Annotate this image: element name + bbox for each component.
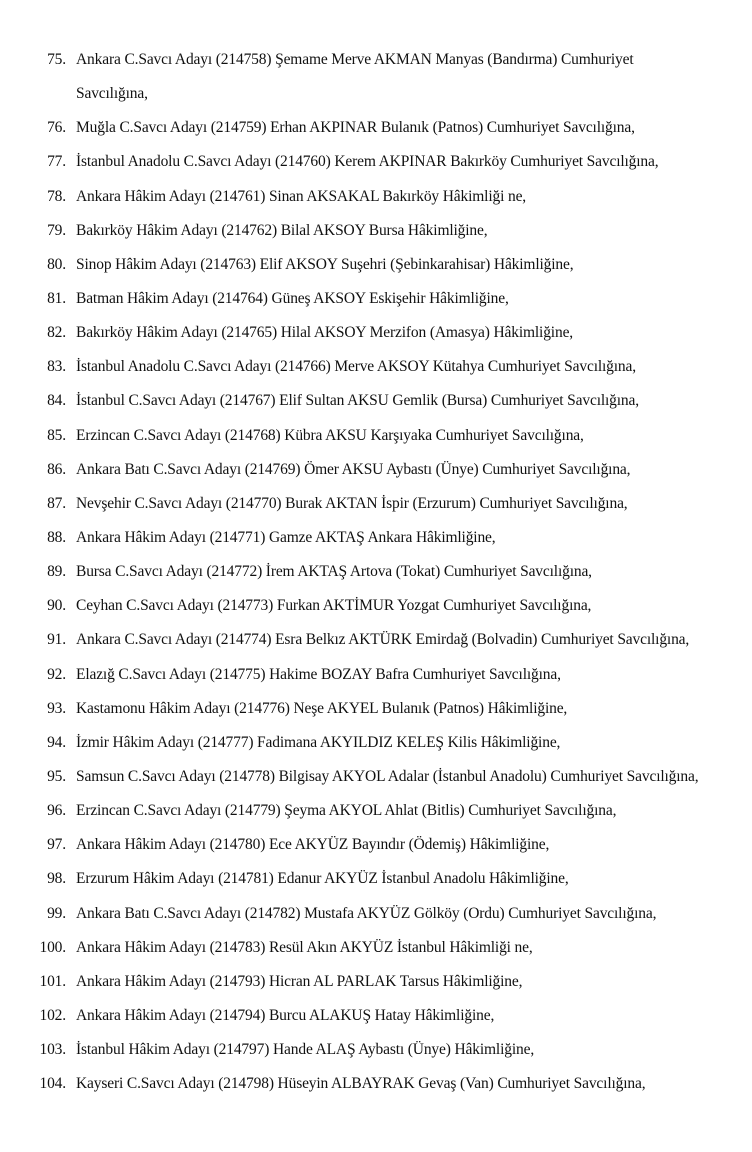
list-item-text: Ankara C.Savcı Adayı (214758) Şemame Merve AKMAN Manyas (Bandırma) Cumhuriyet (76, 51, 634, 68)
list-item (0, 828, 752, 862)
list-item-text: Ankara Hâkim Adayı (214780) Ece AKYÜZ Bayındır (Ödemiş) Hâkimliğine, (76, 836, 550, 854)
list-item-number: 75. (47, 51, 66, 68)
list-item-number: 95. (47, 767, 66, 785)
list-item-text: Kayseri C.Savcı Adayı (214798) Hüseyin ALBAYRAK Gevaş (Van) Cumhuriyet Savcılığına, (76, 1075, 646, 1093)
list-item-number: 101. (39, 972, 66, 990)
list-item-number: 104. (39, 1075, 66, 1093)
list-item (0, 1067, 752, 1101)
list-item-text-continuation: Savcılığına, (76, 85, 148, 102)
list-item (0, 897, 752, 931)
list-item-number: 77. (47, 153, 66, 171)
list-item (0, 111, 752, 145)
list-item (0, 350, 752, 384)
list-item (0, 316, 752, 350)
list-item (0, 521, 752, 555)
list-item-text: Bakırköy Hâkim Adayı (214765) Hilal AKSOY Merzifon (Amasya) Hâkimliğine, (76, 324, 574, 342)
list-item-text: İzmir Hâkim Adayı (214777) Fadimana AKYILDIZ KELEŞ Kilis Hâkimliğine, (76, 733, 561, 751)
list-item-text: Ankara C.Savcı Adayı (214774) Esra Belkız AKTÜRK Emirdağ (Bolvadin) Cumhuriyet Savcılığına, (76, 631, 690, 649)
list-item-number: 79. (47, 221, 66, 239)
list-item-number: 81. (47, 290, 66, 307)
list-item (0, 487, 752, 521)
list-item (0, 760, 752, 794)
list-item-text: İstanbul Anadolu C.Savcı Adayı (214760) Kerem AKPINAR Bakırköy Cumhuriyet Savcılığına, (76, 153, 659, 171)
list-item-text: Erzincan C.Savcı Adayı (214779) Şeyma AKYOL Ahlat (Bitlis) Cumhuriyet Savcılığına, (76, 802, 617, 820)
list-item-number: 86. (47, 460, 66, 478)
list-item-number: 103. (39, 1041, 66, 1059)
list-item-number: 99. (47, 904, 66, 922)
list-item-number: 96. (47, 802, 66, 820)
list-item-number: 93. (47, 699, 66, 717)
list-item (0, 214, 752, 248)
list-item-text: Erzurum Hâkim Adayı (214781) Edanur AKYÜZ İstanbul Anadolu Hâkimliğine, (76, 870, 569, 888)
list-item (0, 180, 752, 214)
appointment-list (0, 43, 752, 1101)
list-item-number: 100. (39, 938, 66, 956)
list-item-number: 102. (39, 1006, 66, 1024)
list-item (0, 623, 752, 657)
list-item-text: Muğla C.Savcı Adayı (214759) Erhan AKPINAR Bulanık (Patnos) Cumhuriyet Savcılığına, (76, 119, 635, 137)
list-item-text: Ankara Batı C.Savcı Adayı (214769) Ömer AKSU Aybastı (Ünye) Cumhuriyet Savcılığına, (76, 460, 631, 478)
list-item (0, 658, 752, 692)
list-item (0, 555, 752, 589)
list-item-number: 94. (47, 733, 66, 751)
list-item (0, 794, 752, 828)
list-item-number: 90. (47, 597, 66, 615)
list-item-text: Nevşehir C.Savcı Adayı (214770) Burak AKTAN İspir (Erzurum) Cumhuriyet Savcılığına, (76, 494, 628, 512)
list-item (0, 145, 752, 179)
list-item-text: İstanbul Hâkim Adayı (214797) Hande ALAŞ Aybastı (Ünye) Hâkimliğine, (76, 1041, 535, 1059)
list-item-text: Ankara Batı C.Savcı Adayı (214782) Mustafa AKYÜZ Gölköy (Ordu) Cumhuriyet Savcılığına, (76, 904, 657, 922)
list-item-text: İstanbul C.Savcı Adayı (214767) Elif Sultan AKSU Gemlik (Bursa) Cumhuriyet Savcılığına, (76, 392, 639, 410)
list-item (0, 43, 752, 111)
list-item-number: 87. (47, 494, 66, 512)
list-item-text: Kastamonu Hâkim Adayı (214776) Neşe AKYEL Bulanık (Patnos) Hâkimliğine, (76, 699, 568, 717)
list-item-number: 97. (47, 836, 66, 854)
list-item (0, 248, 752, 282)
list-item (0, 282, 752, 316)
list-item-number: 91. (47, 631, 66, 649)
list-item (0, 931, 752, 965)
list-item-number: 88. (47, 528, 66, 546)
list-item-number: 98. (47, 870, 66, 888)
list-item-number: 82. (47, 324, 66, 342)
list-item-text: Ankara Hâkim Adayı (214783) Resül Akın AKYÜZ İstanbul Hâkimliği ne, (76, 938, 533, 956)
list-item-text: Bursa C.Savcı Adayı (214772) İrem AKTAŞ Artova (Tokat) Cumhuriyet Savcılığına, (76, 563, 592, 581)
list-item-number: 89. (47, 563, 66, 581)
list-item (0, 726, 752, 760)
list-item (0, 862, 752, 896)
list-item-text: Ankara Hâkim Adayı (214771) Gamze AKTAŞ Ankara Hâkimliğine, (76, 528, 496, 546)
list-item-text: Ceyhan C.Savcı Adayı (214773) Furkan AKTİMUR Yozgat Cumhuriyet Savcılığına, (76, 597, 592, 615)
list-item-text: Sinop Hâkim Adayı (214763) Elif AKSOY Suşehri (Şebinkarahisar) Hâkimliğine, (76, 255, 574, 273)
list-item (0, 384, 752, 418)
list-item (0, 419, 752, 453)
list-item-text: İstanbul Anadolu C.Savcı Adayı (214766) Merve AKSOY Kütahya Cumhuriyet Savcılığına, (76, 358, 636, 376)
list-item-text: Bakırköy Hâkim Adayı (214762) Bilal AKSOY Bursa Hâkimliğine, (76, 221, 488, 239)
list-item-text: Ankara Hâkim Adayı (214761) Sinan AKSAKAL Bakırköy Hâkimliği ne, (76, 187, 527, 205)
list-item-text: Ankara Hâkim Adayı (214793) Hicran AL PARLAK Tarsus Hâkimliğine, (76, 972, 523, 990)
list-item-number: 85. (47, 426, 66, 444)
list-item (0, 453, 752, 487)
list-item (0, 692, 752, 726)
list-item-text: Batman Hâkim Adayı (214764) Güneş AKSOY Eskişehir Hâkimliğine, (76, 290, 509, 307)
list-item-text: Elazığ C.Savcı Adayı (214775) Hakime BOZAY Bafra Cumhuriyet Savcılığına, (76, 665, 561, 683)
list-item-number: 80. (47, 255, 66, 273)
list-item-text: Erzincan C.Savcı Adayı (214768) Kübra AKSU Karşıyaka Cumhuriyet Savcılığına, (76, 426, 584, 444)
list-item (0, 999, 752, 1033)
list-item-number: 78. (47, 187, 66, 205)
list-item-number: 83. (47, 358, 66, 376)
list-item-text: Samsun C.Savcı Adayı (214778) Bilgisay AKYOL Adalar (İstanbul Anadolu) Cumhuriyet Savcılığına, (76, 767, 699, 785)
list-item-text: Ankara Hâkim Adayı (214794) Burcu ALAKUŞ Hatay Hâkimliğine, (76, 1006, 495, 1024)
list-item-number: 92. (47, 665, 66, 683)
list-item (0, 965, 752, 999)
list-item (0, 589, 752, 623)
list-item (0, 1033, 752, 1067)
list-item-number: 76. (47, 119, 66, 137)
list-item-number: 84. (47, 392, 66, 410)
